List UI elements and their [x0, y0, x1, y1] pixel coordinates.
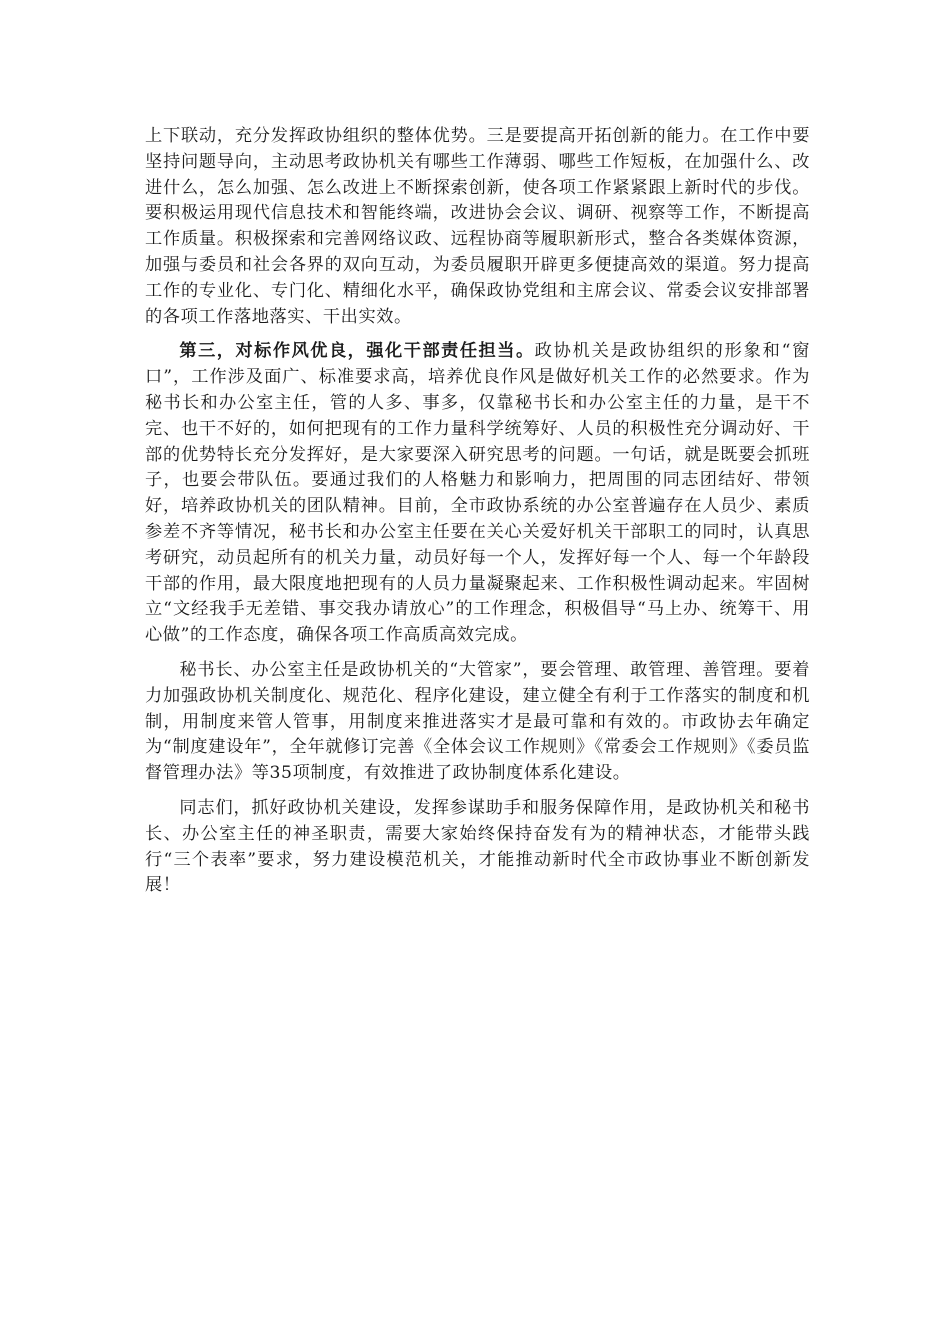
- document-body: [145, 124, 810, 899]
- paragraph-conclusion: 同志们，抓好政协机关建设，发挥参谋助手和服务保障作用，是政协机关和秘书长、办公室主任的神圣职责，需要大家始终保持奋发有为的精神状态，才能带头践行“三个表率”要求，努力建设模范机关，才能推动新时代全市政协事业不断创新发展！: [145, 797, 810, 896]
- section-heading-three: 第三，对标作风优良，强化干部责任担当。: [179, 341, 535, 362]
- paragraph-management: 秘书长、办公室主任是政协机关的“大管家”，要会管理、敢管理、善管理。要着力加强政协机关制度化、规范化、程序化建设，建立健全有利于工作落实的制度和机制，用制度来管人管事，用制度来推进落实才是最可靠和有效的。市政协去年确定为“制度建设年”，全年就修订完善《全体会议工作规则》《常委会工作规则》《委员监督管理办法》等35项制度，有效推进了政协制度体系化建设。: [145, 659, 810, 784]
- section-three-text: 政协机关是政协组织的形象和“窗口”，工作涉及面广、标准要求高，培养优良作风是做好机关工作的必然要求。作为秘书长和办公室主任，管的人多、事多，仅靠秘书长和办公室主任的力量，是干不完、也干不好的，如何把现有的工作力量科学统筹好、人员的积极性充分调动好、干部的优势特长充分发挥好，是大家要深入研究思考的问题。一句话，就是既要会抓班子，也要会带队伍。要通过我们的人格魅力和影响力，把周围的同志团结好、带领好，培养政协机关的团队精神。目前，全市政协系统的办公室普遍存在人员少、素质参差不齐等情况，秘书长和办公室主任要在关心关爱好机关干部职工的同时，认真思考研究，动员起所有的机关力量，动员好每一个人，发挥好每一个人、每一个年龄段干部的作用，最大限度地把现有的人员力量凝聚起来、工作积极性调动起来。牢固树立“文经我手无差错、事交我办请放心”的工作理念，积极倡导“马上办、统筹干、用心做”的工作态度，确保各项工作高质高效完成。: [145, 341, 810, 646]
- paragraph-section-three: [145, 339, 810, 649]
- paragraph-continuation: 上下联动，充分发挥政协组织的整体优势。三是要提高开拓创新的能力。在工作中要坚持问题导向，主动思考政协机关有哪些工作薄弱、哪些工作短板，在加强什么、改进什么，怎么加强、怎么改进上不断探索创新，使各项工作紧紧跟上新时代的步伐。要积极运用现代信息技术和智能终端，改进协会会议、调研、视察等工作，不断提高工作质量。积极探索和完善网络议政、远程协商等履职新形式，整合各类媒体资源，加强与委员和社会各界的双向互动，为委员履职开辟更多便捷高效的渠道。努力提高工作的专业化、专门化、精细化水平，确保政协党组和主席会议、常委会议安排部署的各项工作落地落实、干出实效。: [145, 126, 810, 327]
